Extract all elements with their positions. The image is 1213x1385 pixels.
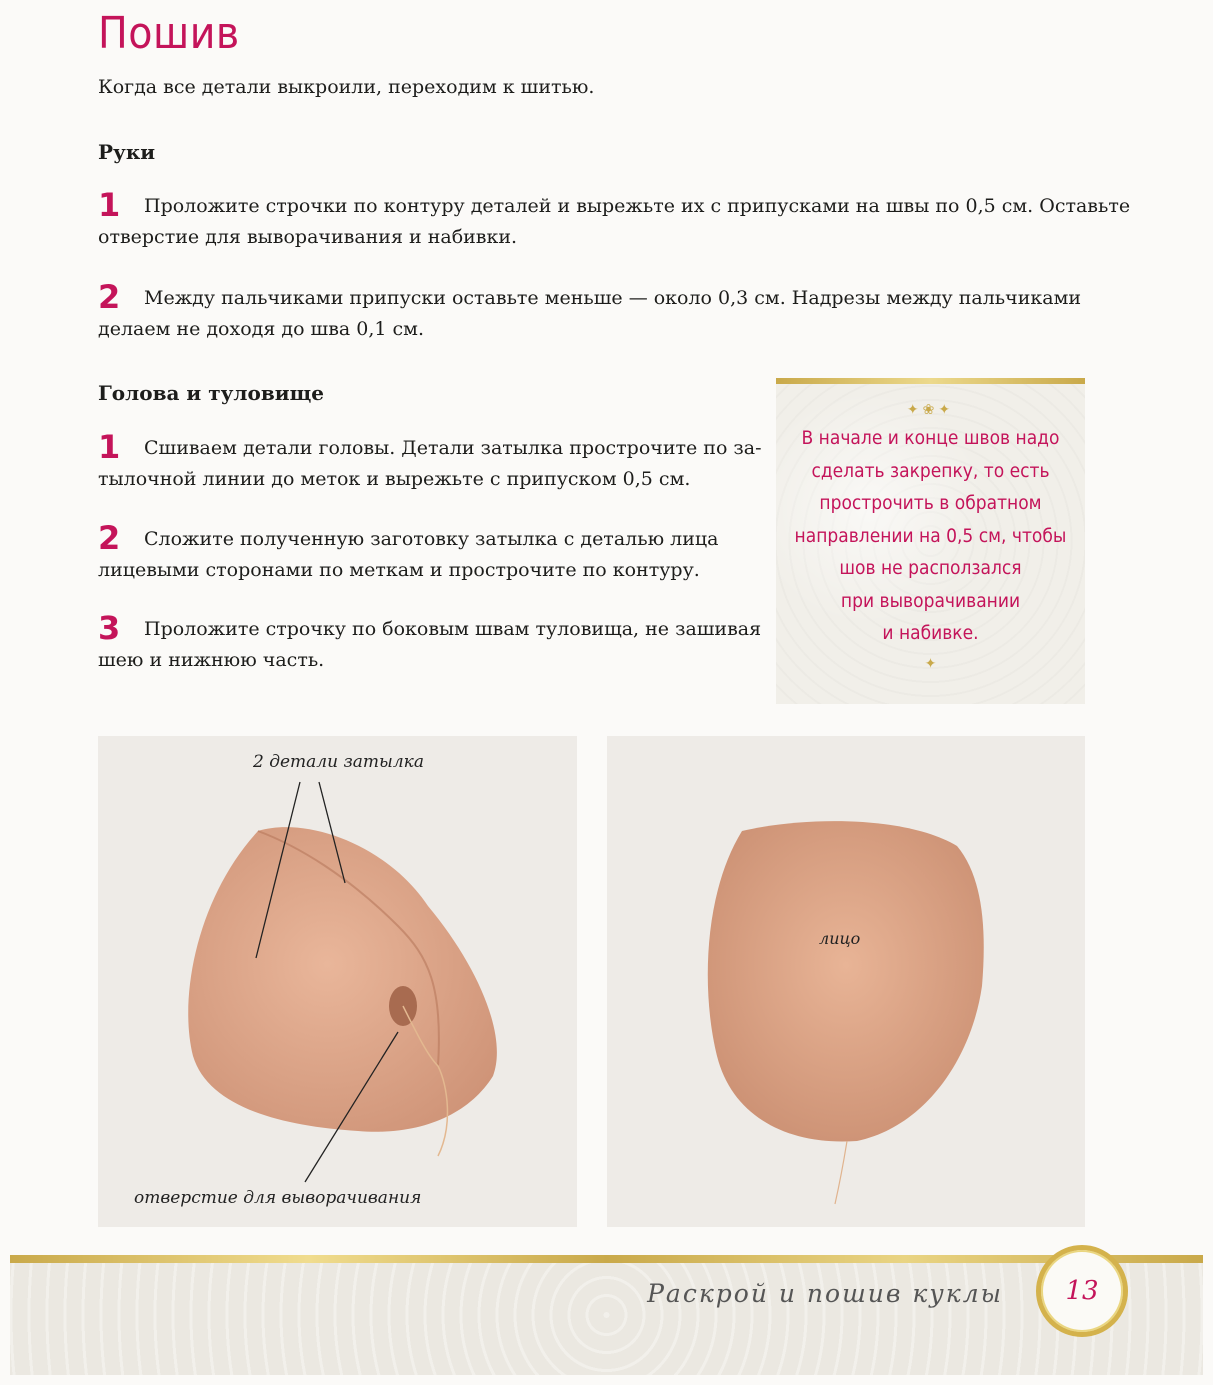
photo-head-face [607,736,1085,1227]
footer-gold-border [10,1255,1203,1263]
page-number: 13 [1036,1245,1128,1337]
section-heading-head: Голова и туловище [98,381,324,405]
step-text-line1: Между пальчиками припуски оставьте меньше — около 0,3 см. Надрезы между пальчиками [144,287,1082,309]
tip-box [776,378,1085,704]
step-number: 3 [98,609,121,647]
intro-text: Когда все детали выкроили, переходим к шитью. [98,76,595,98]
step-text-line2: шею и нижнюю часть. [98,649,325,671]
arms-step-1 [98,186,1131,253]
step-text-line1: Проложите строчку по боковым швам туловища, не зашивая [144,618,762,640]
tip-line: при выворачивании [840,589,1021,612]
chapter-title: Раскрой и пошив куклы [647,1279,1003,1308]
label-face: лицо [819,929,861,948]
head-step-3 [98,609,762,676]
step-number: 2 [98,519,121,557]
tip-line: шов не расползался [839,557,1022,579]
fabric-face-image [607,736,1085,1227]
step-number: 1 [98,428,121,466]
step-text-line2: тылочной линии до меток и вырежьте с припуском 0,5 см. [98,468,691,490]
step-text-line1: Сшиваем детали головы. Детали затылка прострочите по за- [144,437,762,459]
tip-gold-border [776,378,1085,384]
label-turning-hole: отверстие для выворачивания [134,1188,422,1208]
ornament-icon: ✦ [924,655,937,672]
tip-line: прострочить в обратном [819,492,1042,514]
tip-line: направлении на 0,5 см, чтобы [794,524,1067,547]
head-step-2 [98,519,719,586]
tip-line: и набивке. [882,622,979,644]
photo-head-back [98,736,577,1227]
section-heading-arms: Руки [98,140,156,164]
step-text-line1: Сложите полученную заготовку затылка с деталью лица [144,528,719,550]
fabric-head-back-image [98,736,577,1227]
ornament-icon: ✦❀✦ [906,402,955,418]
page-title: Пошив [98,8,240,59]
page-footer [10,1255,1203,1375]
tip-text [776,422,1085,650]
tip-line: В начале и конце швов надо [801,427,1060,449]
step-text-line2: делаем не доходя до шва 0,1 см. [98,318,424,340]
step-text-line2: лицевыми сторонами по меткам и прострочите по контуру. [98,559,700,581]
step-text-line1: Проложите строчки по контуру деталей и вырежьте их с припусками на швы по 0,5 см. Оставьте [144,195,1131,217]
arms-step-2 [98,278,1082,345]
tip-line: сделать закрепку, то есть [811,459,1050,482]
step-number: 1 [98,186,121,224]
step-text-line2: отверстие для выворачивания и набивки. [98,226,518,248]
step-number: 2 [98,278,121,316]
label-back-details: 2 детали затылка [253,752,424,772]
head-step-1 [98,428,762,495]
